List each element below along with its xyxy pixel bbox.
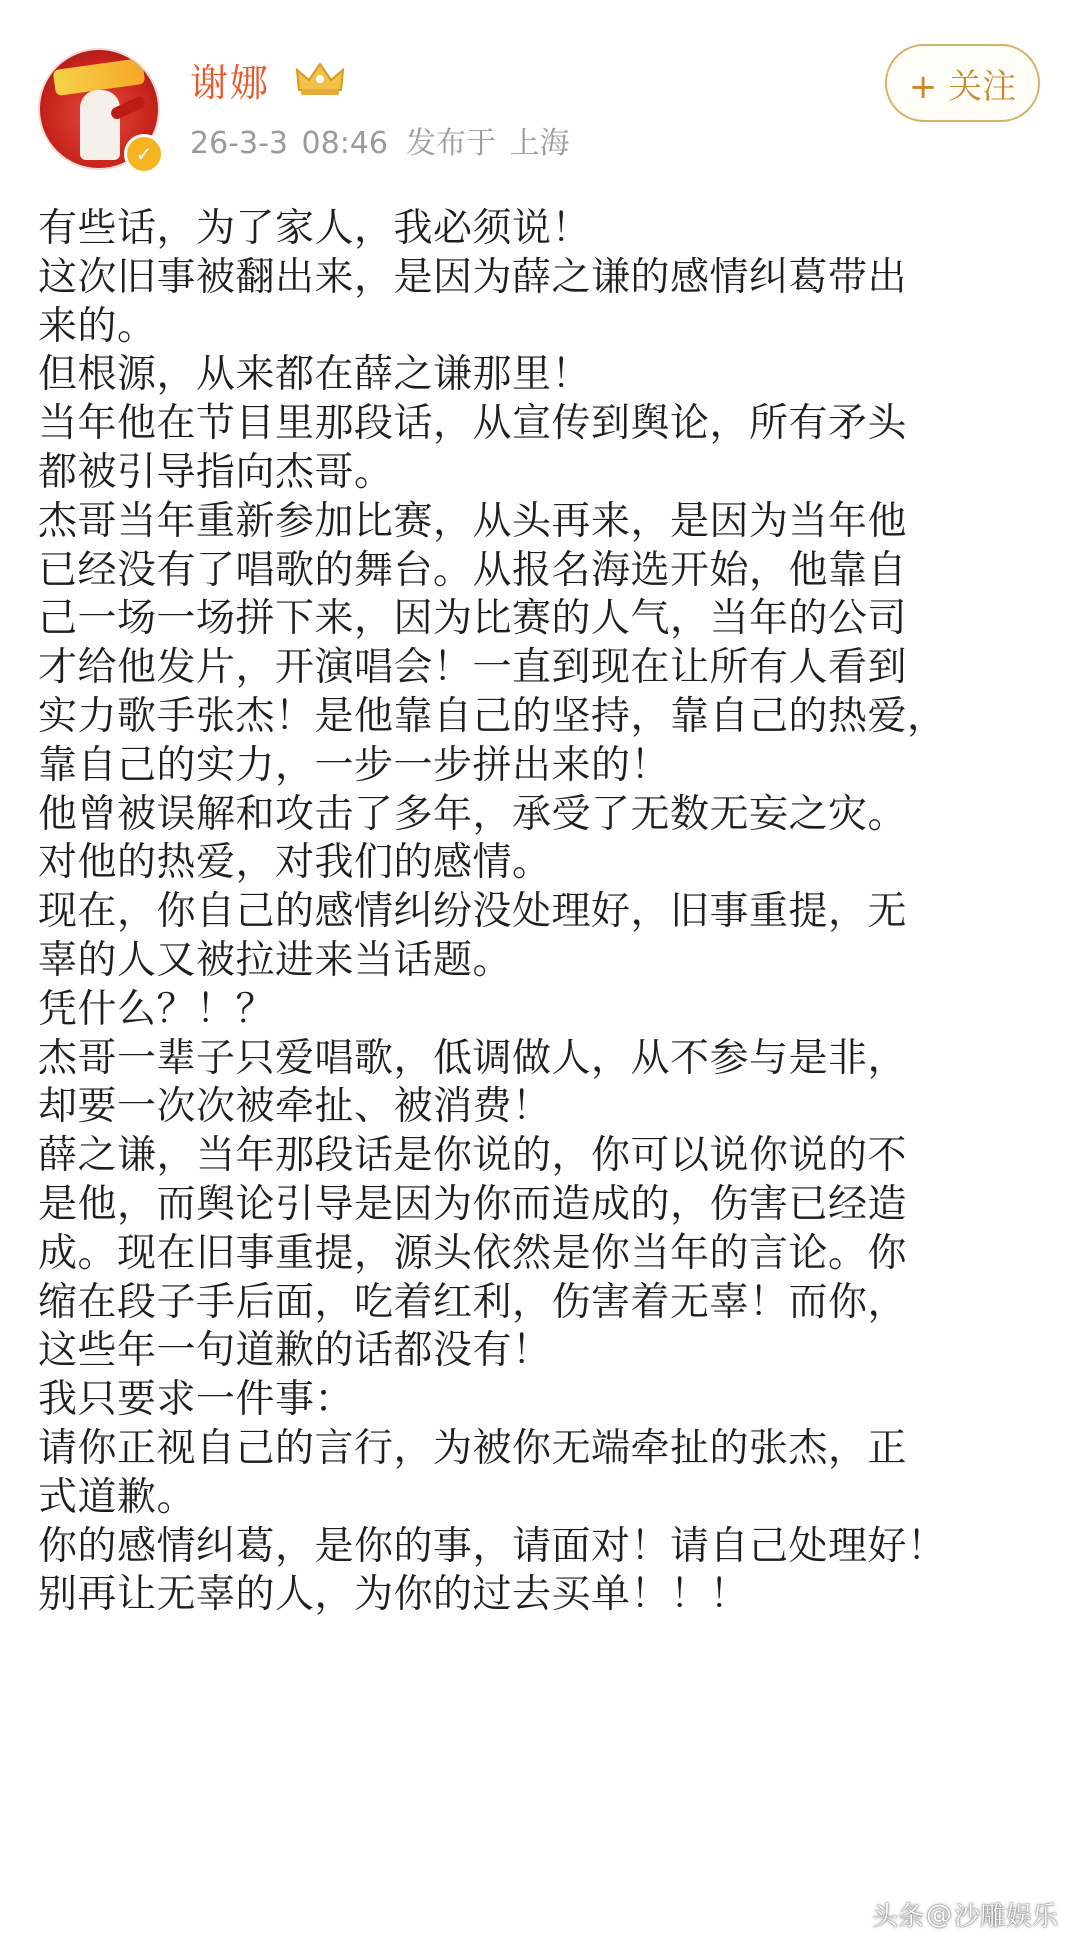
post-text-line: 杰哥一辈子只爱唱歌，低调做人，从不参与是非，: [38, 1035, 908, 1081]
post-text-line: 现在，你自己的感情纠纷没处理好，旧事重提，无: [38, 889, 908, 935]
post-meta: [190, 118, 570, 162]
watermark: [872, 1896, 1058, 1933]
post-text-line: 实力歌手张杰！是他靠自己的坚持，靠自己的热爱，: [38, 693, 947, 739]
post-text-line: 当年他在节目里那段话，从宣传到舆论，所有矛头: [38, 401, 908, 447]
follow-button[interactable]: + 关注: [885, 44, 1040, 122]
post-header: [0, 0, 1080, 190]
avatar[interactable]: [38, 48, 160, 170]
post-text-line: 请你正视自己的言行，为被你无端牵扯的张杰，正: [38, 1425, 908, 1471]
post-timestamp: 26-3-3 08:46: [190, 126, 388, 161]
post-text-line: 已经没有了唱歌的舞台。从报名海选开始，他靠自: [38, 547, 908, 593]
post-text-line: 对他的热爱，对我们的感情。: [38, 840, 552, 886]
post-text-line: 来的。: [38, 303, 157, 349]
post-text-line: 这次旧事被翻出来，是因为薛之谦的感情纠葛带出: [38, 254, 908, 300]
post-text-line: 却要一次次被牵扯、被消费！: [38, 1084, 552, 1130]
post-text-line: 成。现在旧事重提，源头依然是你当年的言论。你: [38, 1230, 908, 1276]
post-text-line: 是他，而舆论引导是因为你而造成的，伤害已经造: [38, 1181, 908, 1227]
watermark-source: 头条: [871, 1902, 924, 1932]
post-text-line: 他曾被误解和攻击了多年，承受了无数无妄之灾。: [38, 791, 908, 837]
post-text-line: 我只要求一件事：: [38, 1377, 355, 1423]
post-text-line: 己一场一场拼下来，因为比赛的人气，当年的公司: [38, 596, 908, 642]
post-text-line: 你的感情纠葛，是你的事，请面对！请自己处理好！: [38, 1523, 947, 1569]
post-text-line: 这些年一句道歉的话都没有！: [38, 1328, 552, 1374]
post-text-line: 凭什么？！？: [38, 986, 276, 1032]
crown-vip-icon: [293, 60, 347, 98]
post-text-line: 薛之谦，当年那段话是你说的，你可以说你说的不: [38, 1133, 908, 1179]
watermark-account: 沙雕娱乐: [953, 1902, 1058, 1932]
post-text-line: 缩在段子手后面，吃着红利，伤害着无辜！而你，: [38, 1279, 908, 1325]
post-text-line: 靠自己的实力，一步一步拼出来的！: [38, 742, 671, 788]
watermark-at: @: [925, 1899, 952, 1930]
post-text-line: 式道歉。: [38, 1474, 197, 1520]
post-text-line: 杰哥当年重新参加比赛，从头再来，是因为当年他: [38, 498, 908, 544]
post-location: 发布于 上海: [406, 126, 570, 161]
post-text-line: 但根源，从来都在薛之谦那里！: [38, 352, 592, 398]
post-text-line: 都被引导指向杰哥。: [38, 449, 394, 495]
author-name[interactable]: 谢娜: [190, 61, 271, 105]
post-body: [38, 205, 1048, 1620]
post-text-line: 辜的人又被拉进来当话题。: [38, 937, 513, 983]
verified-badge-icon: ✓: [124, 134, 164, 174]
post-text-line: 才给他发片，开演唱会！一直到现在让所有人看到: [38, 645, 908, 691]
post-text-line: 有些话，为了家人，我必须说！: [38, 206, 592, 251]
post-text-line: 别再让无辜的人，为你的过去买单！！！: [38, 1572, 750, 1618]
